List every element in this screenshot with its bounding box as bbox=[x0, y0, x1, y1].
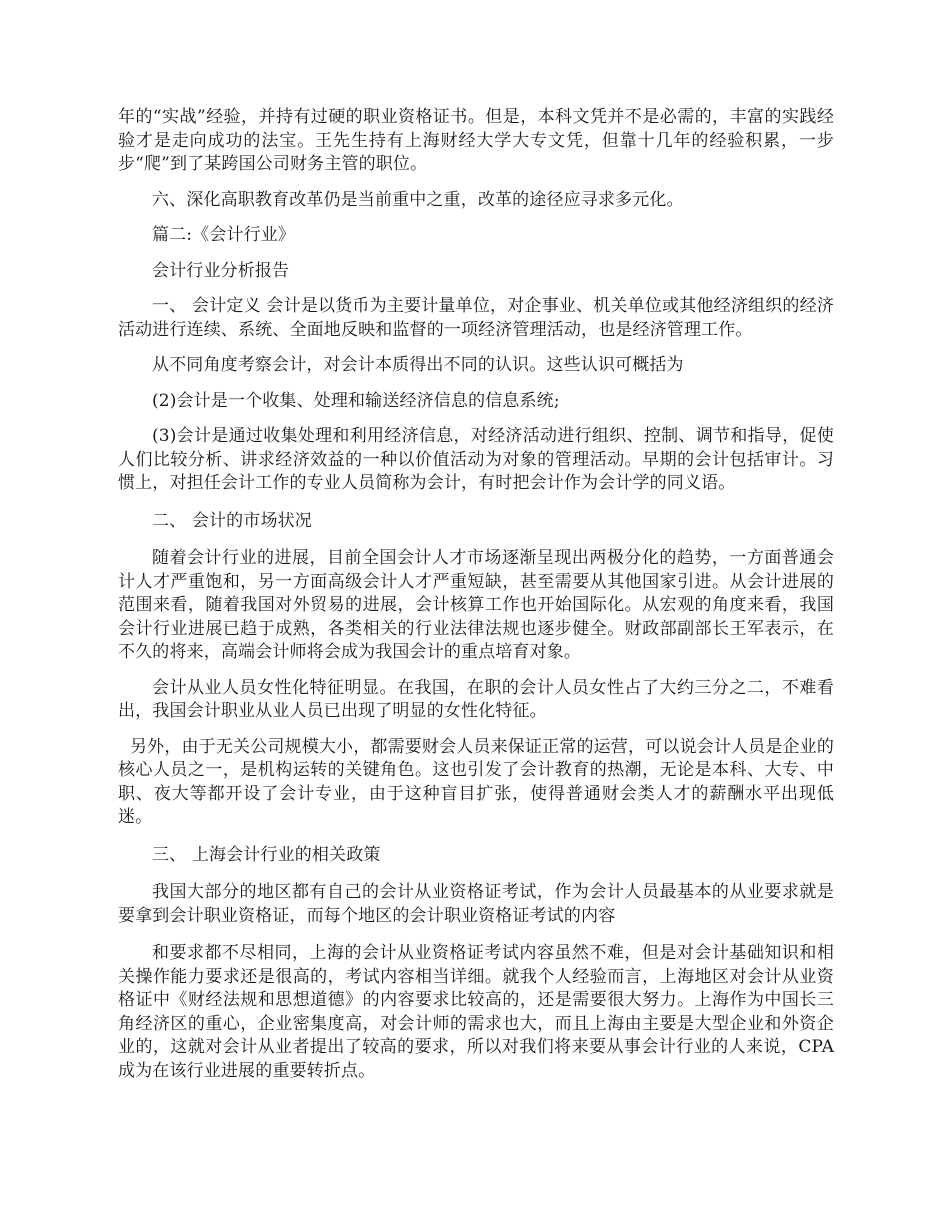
paragraph-accounting-definition: 一、 会计定义 会计是以货币为主要计量单位，对企事业、机关单位或其他经济组织的经济活动进行连续、系统、全面地反映和监督的一项经济管理活动，也是经济管理工作。 bbox=[118, 296, 834, 340]
paragraph-perspectives: 从不同角度考察会计，对会计本质得出不同的认识。这些认识可概括为 bbox=[152, 355, 684, 375]
paragraph-experience: 年的“实战”经验，并持有过硬的职业资格证书。但是，本科文凭并不是必需的，丰富的实践经验才是走向成功的法宝。王先生持有上海财经大学大专文凭，但靠十几年的经验积累，一步步“爬”到了某跨国公司财务主管的职位。 bbox=[118, 107, 834, 174]
list-item-3: (3)会计是通过收集处理和利用经济信息，对经济活动进行组织、控制、调节和指导，促使人们比较分析、讲求经济效益的一种以价值活动为对象的管理活动。早期的会计包括审计。习惯上，对担任会计工作的专业人员简称为会计，有时把会计作为会计学的同义语。 bbox=[118, 426, 834, 493]
report-title: 会计行业分析报告 bbox=[152, 260, 290, 281]
section-title-part-two: 篇二:《会计行业》 bbox=[152, 225, 296, 245]
heading-market-status: 二、 会计的市场状况 bbox=[152, 510, 312, 531]
paragraph-female-workforce: 会计从业人员女性化特征明显。在我国，在职的会计人员女性占了大约三分之二，不难看出，我国会计职业从业人员已出现了明显的女性化特征。 bbox=[118, 677, 834, 721]
paragraph-market-trend: 随着会计行业的进展，目前全国会计人才市场逐渐呈现出两极分化的趋势，一方面普通会计人才严重饱和，另一方面高级会计人才严重短缺，甚至需要从其他国家引进。从会计进展的范围来看，随着我国对外贸易的进展，会计核算工作也开始国际化。从宏观的角度来看，我国会计行业进展已趋于成熟，各类相关的行业法律法规也逐步健全。财政部副部长王军表示，在不久的将来，高端会计师将会成为我国会计的重点培育对象。 bbox=[118, 548, 834, 662]
paragraph-core-role: 另外，由于无关公司规模大小，都需要财会人员来保证正常的运营，可以说会计人员是企业的核心人员之一，是机构运转的关键角色。这也引发了会计教育的热潮，无论是本科、大专、中职、夜大等都开设了会计专业，由于这种盲目扩张，使得普通财会类人才的薪酬水平出现低迷。 bbox=[118, 736, 834, 827]
heading-shanghai-policy: 三、 上海会计行业的相关政策 bbox=[152, 844, 381, 865]
list-item-2: (2)会计是一个收集、处理和输送经济信息的信息系统; bbox=[152, 390, 560, 411]
paragraph-certification: 我国大部分的地区都有自己的会计从业资格证考试，作为会计人员最基本的从业要求就是要拿到会计职业资格证，而每个地区的会计职业资格证考试的内容 bbox=[118, 882, 834, 926]
paragraph-reform-point-six: 六、深化高职教育改革仍是当前重中之重，改革的途径应寻求多元化。 bbox=[152, 189, 684, 210]
paragraph-shanghai-requirements: 和要求都不尽相同，上海的会计从业资格证考试内容虽然不难，但是对会计基础知识和相关操作能力要求还是很高的，考试内容相当详细。就我个人经验而言，上海地区对会计从业资格证中《财经法规和思想道德》的内容要求比较高的，还是需要很大努力。上海作为中国长三角经济区的重心，企业密集度高，对会计师的需求也大，而且上海由主要是大型企业和外资企业的，这就对会计从业者提出了较高的要求，所以对我们将来要从事会计行业的人来说，CPA 成为在该行业进展的重要转折点。 bbox=[118, 943, 834, 1081]
document-page bbox=[118, 106, 834, 1083]
